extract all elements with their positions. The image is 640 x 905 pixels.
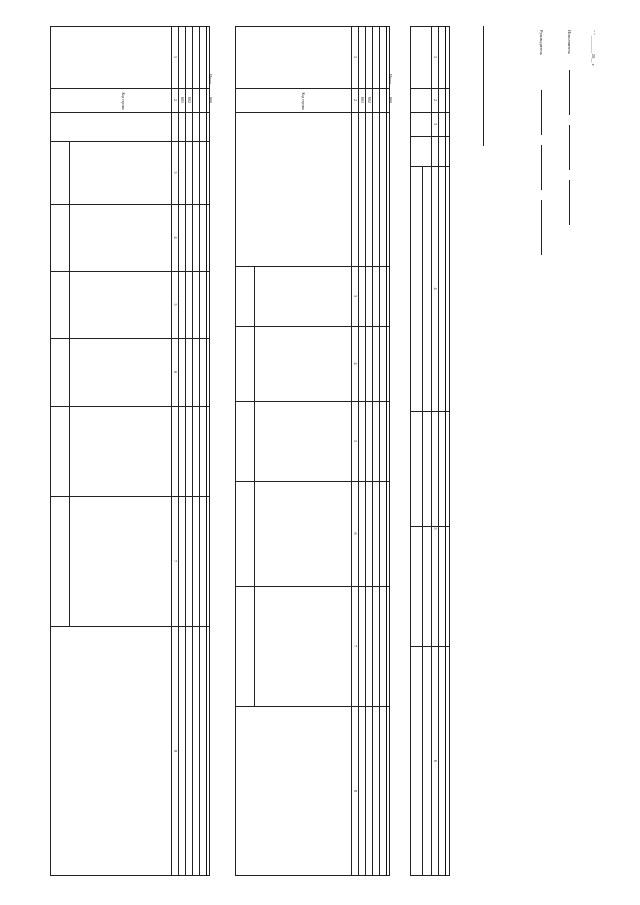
section3-colnum-4: 4	[433, 287, 438, 290]
section2-colnum-8: 8	[353, 790, 358, 792]
section2-code-header: Код строки	[301, 92, 305, 110]
section1-colnum-5: 5	[173, 303, 178, 306]
section2-colnum-3: 3	[353, 295, 358, 297]
section2-table	[235, 26, 393, 876]
section2-colnum-1: 1	[353, 56, 358, 58]
section1-colnum-8: 8	[173, 750, 178, 752]
section1-colnum-1: 1	[173, 56, 178, 58]
date-line: " " ________ 20__ г.	[591, 30, 596, 66]
footnotes	[481, 26, 484, 876]
section1-row-code-601: 601	[180, 97, 185, 103]
signatures-block	[524, 30, 634, 880]
section1-table	[50, 26, 213, 876]
section2-total-label: Итого	[388, 73, 393, 85]
section2-row-code-601: 601	[360, 97, 365, 103]
exec-label: Исполнитель	[567, 30, 572, 55]
section3-colnum-6: 6	[433, 760, 438, 762]
section2-colnum-4: 4	[353, 362, 358, 365]
section1-row-code-602: 602	[187, 97, 192, 103]
section1-total-label: Итого	[208, 73, 213, 85]
section1-colnum-6: 6	[173, 371, 178, 373]
section2-colnum-6: 6	[353, 532, 358, 535]
section3-table	[410, 26, 450, 876]
head-label: Руководитель	[539, 30, 544, 55]
section3-colnum-1: 1	[433, 56, 438, 58]
section2-colnum-5: 5	[353, 440, 358, 442]
section1-colnum-4: 4	[173, 236, 178, 239]
section1-code-header: Код строки	[121, 92, 125, 110]
section1-total-code: 900	[208, 97, 213, 103]
section3-colnum-5: 5	[433, 527, 438, 530]
section2-colnum-7: 7	[353, 645, 358, 647]
section3-colnum-3: 3	[433, 123, 438, 125]
section1-colnum-7: 7	[173, 560, 178, 562]
section2-colnum-2: 2	[353, 99, 358, 101]
section2-row-code-602: 602	[367, 97, 372, 103]
section3-colnum-2: 2	[433, 99, 438, 101]
section2-total-code: 900	[388, 97, 393, 103]
section1-colnum-3: 3	[173, 171, 178, 174]
section1-colnum-2: 2	[173, 99, 178, 101]
